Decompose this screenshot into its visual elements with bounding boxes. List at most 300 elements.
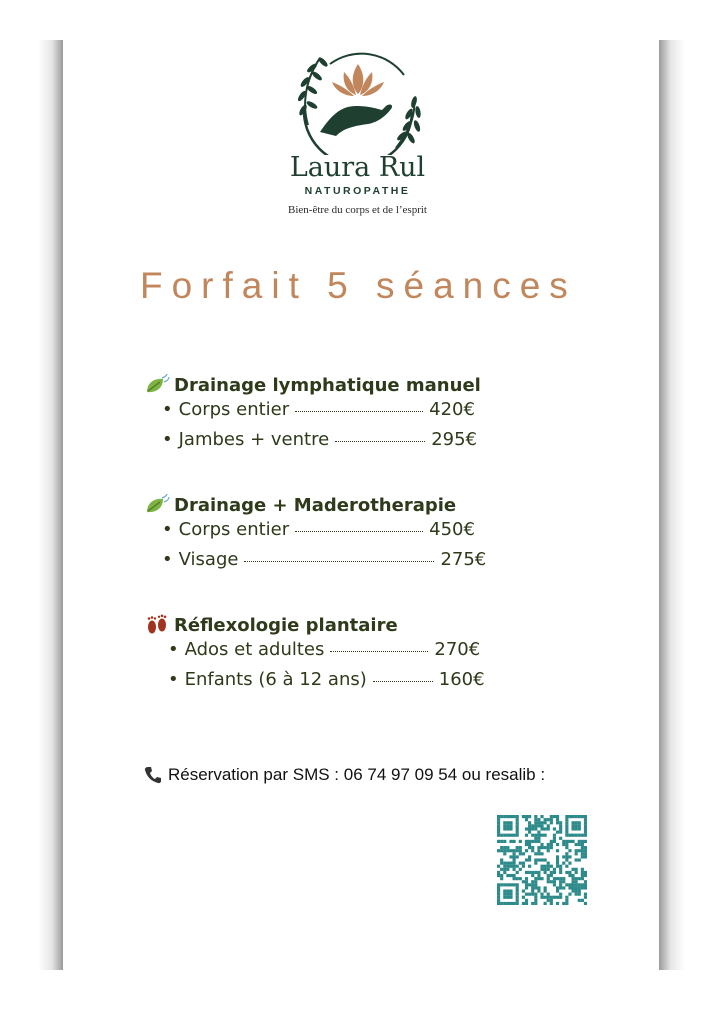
qr-module	[581, 855, 584, 858]
qr-module	[547, 862, 550, 865]
qr-module	[581, 840, 584, 843]
qr-module	[509, 815, 512, 818]
qr-module	[559, 821, 562, 824]
qr-module	[550, 865, 553, 868]
qr-module	[565, 852, 568, 855]
qr-module	[547, 880, 550, 883]
qr-module	[513, 855, 516, 858]
qr-module	[553, 827, 556, 830]
qr-module	[513, 840, 516, 843]
qr-module	[531, 840, 534, 843]
leader-dots	[295, 530, 423, 532]
qr-module	[544, 902, 547, 905]
qr-module	[568, 834, 571, 837]
qr-module	[509, 827, 512, 830]
qr-module	[565, 871, 568, 874]
qr-module	[503, 849, 506, 852]
qr-module	[506, 865, 509, 868]
qr-module	[584, 896, 587, 899]
qr-module	[531, 883, 534, 886]
qr-module	[503, 871, 506, 874]
qr-module	[547, 849, 550, 852]
qr-module	[534, 899, 537, 902]
qr-module	[556, 818, 559, 821]
qr-module	[568, 862, 571, 865]
qr-module	[503, 893, 506, 896]
qr-module	[559, 883, 562, 886]
qr-module	[581, 815, 584, 818]
qr-module	[500, 815, 503, 818]
qr-module	[500, 840, 503, 843]
item-price: 420€	[429, 399, 475, 420]
qr-module	[513, 877, 516, 880]
qr-module	[565, 896, 568, 899]
qr-module	[497, 815, 500, 818]
qr-module	[537, 824, 540, 827]
qr-module	[516, 834, 519, 837]
qr-module	[540, 821, 543, 824]
qr-module	[575, 849, 578, 852]
qr-module	[537, 840, 540, 843]
qr-module	[550, 880, 553, 883]
item-label: Ados et adultes	[184, 639, 325, 660]
qr-module	[562, 902, 565, 905]
qr-module	[559, 827, 562, 830]
qr-module	[575, 824, 578, 827]
qr-module	[575, 858, 578, 861]
qr-module	[556, 877, 559, 880]
qr-module	[568, 886, 571, 889]
list-item: • Corps entier 450€	[162, 519, 475, 540]
qr-module	[506, 846, 509, 849]
qr-module	[584, 883, 587, 886]
qr-module	[506, 889, 509, 892]
qr-module	[519, 868, 522, 871]
qr-module	[565, 902, 568, 905]
list-item: • Corps entier 420€	[162, 399, 475, 420]
qr-module	[565, 824, 568, 827]
qr-module	[531, 834, 534, 837]
item-label: Corps entier	[178, 399, 290, 420]
qr-module	[571, 868, 574, 871]
qr-module	[571, 815, 574, 818]
qr-module	[540, 834, 543, 837]
qr-module	[516, 846, 519, 849]
qr-module	[537, 852, 540, 855]
qr-module	[537, 871, 540, 874]
qr-module	[528, 843, 531, 846]
qr-module	[565, 858, 568, 861]
qr-module	[556, 896, 559, 899]
qr-module	[516, 849, 519, 852]
qr-module	[516, 831, 519, 834]
qr-module	[528, 855, 531, 858]
qr-module	[540, 865, 543, 868]
qr-module	[584, 849, 587, 852]
qr-module	[571, 886, 574, 889]
qr-module	[578, 893, 581, 896]
qr-module	[584, 871, 587, 874]
qr-module	[531, 827, 534, 830]
qr-module	[575, 880, 578, 883]
qr-module	[571, 889, 574, 892]
qr-module	[509, 824, 512, 827]
qr-module	[497, 831, 500, 834]
qr-module	[503, 824, 506, 827]
qr-module	[556, 858, 559, 861]
qr-module	[547, 868, 550, 871]
qr-module	[500, 874, 503, 877]
qr-module	[525, 877, 528, 880]
lotus-hand-logo-icon	[290, 50, 425, 155]
qr-module	[516, 902, 519, 905]
qr-module	[506, 902, 509, 905]
page-title: Forfait 5 séances	[140, 265, 577, 306]
telephone-icon	[144, 766, 162, 784]
qr-module	[584, 852, 587, 855]
qr-module	[509, 862, 512, 865]
qr-module	[534, 834, 537, 837]
qr-module	[571, 821, 574, 824]
qr-module	[503, 852, 506, 855]
qr-module	[581, 877, 584, 880]
qr-module	[522, 815, 525, 818]
qr-module	[522, 889, 525, 892]
qr-module	[565, 834, 568, 837]
qr-module	[497, 902, 500, 905]
qr-module	[550, 840, 553, 843]
qr-module	[519, 862, 522, 865]
qr-module	[519, 849, 522, 852]
qr-module	[509, 855, 512, 858]
qr-module	[516, 886, 519, 889]
qr-module	[528, 840, 531, 843]
qr-code-icon[interactable]	[497, 815, 587, 905]
qr-module	[565, 855, 568, 858]
brand-subtitle: NATUROPATHE	[304, 185, 411, 197]
qr-module	[559, 880, 562, 883]
qr-module	[559, 877, 562, 880]
qr-module	[497, 849, 500, 852]
qr-module	[497, 883, 500, 886]
qr-module	[559, 837, 562, 840]
qr-module	[565, 865, 568, 868]
qr-module	[553, 840, 556, 843]
qr-module	[556, 821, 559, 824]
section-heading-label: Drainage + Maderotherapie	[174, 494, 457, 516]
qr-module	[503, 827, 506, 830]
qr-module	[544, 846, 547, 849]
page-shadow-right	[659, 40, 685, 970]
qr-module	[497, 821, 500, 824]
qr-module	[565, 883, 568, 886]
qr-module	[553, 815, 556, 818]
qr-module	[503, 868, 506, 871]
qr-module	[525, 871, 528, 874]
qr-module	[534, 815, 537, 818]
qr-module	[519, 840, 522, 843]
qr-module	[540, 827, 543, 830]
qr-module	[565, 843, 568, 846]
qr-module	[525, 899, 528, 902]
qr-module	[550, 821, 553, 824]
qr-module	[537, 821, 540, 824]
qr-module	[581, 868, 584, 871]
qr-module	[497, 827, 500, 830]
qr-module	[537, 831, 540, 834]
qr-module	[584, 893, 587, 896]
qr-module	[516, 815, 519, 818]
qr-module	[547, 846, 550, 849]
qr-module	[509, 821, 512, 824]
qr-module	[513, 868, 516, 871]
qr-module	[525, 902, 528, 905]
qr-module	[540, 824, 543, 827]
qr-module	[534, 837, 537, 840]
qr-module	[575, 821, 578, 824]
qr-module	[562, 843, 565, 846]
qr-module	[556, 849, 559, 852]
qr-module	[565, 827, 568, 830]
qr-module	[506, 815, 509, 818]
qr-module	[575, 886, 578, 889]
qr-module	[534, 858, 537, 861]
qr-module	[506, 824, 509, 827]
qr-module	[500, 868, 503, 871]
qr-module	[503, 902, 506, 905]
section-drainage-maderotherapie	[144, 491, 564, 579]
qr-module	[550, 843, 553, 846]
qr-module	[562, 880, 565, 883]
item-label: Enfants (6 à 12 ans)	[184, 669, 367, 690]
qr-module	[513, 874, 516, 877]
qr-module	[578, 821, 581, 824]
qr-module	[497, 886, 500, 889]
qr-module	[525, 815, 528, 818]
qr-module	[584, 886, 587, 889]
qr-module	[525, 880, 528, 883]
qr-module	[528, 871, 531, 874]
qr-module	[516, 827, 519, 830]
qr-module	[571, 883, 574, 886]
qr-module	[581, 886, 584, 889]
qr-module	[528, 858, 531, 861]
qr-module	[528, 824, 531, 827]
qr-module	[537, 849, 540, 852]
qr-module	[519, 877, 522, 880]
qr-module	[516, 818, 519, 821]
qr-module	[568, 849, 571, 852]
qr-module	[547, 899, 550, 902]
qr-module	[547, 896, 550, 899]
qr-module	[516, 877, 519, 880]
brand-tagline: Bien-être du corps et de l’esprit	[288, 204, 427, 216]
qr-module	[509, 840, 512, 843]
qr-module	[553, 877, 556, 880]
qr-module	[568, 815, 571, 818]
leaf-wind-icon	[144, 374, 170, 396]
qr-module	[534, 818, 537, 821]
qr-module	[509, 902, 512, 905]
qr-module	[525, 834, 528, 837]
qr-module	[503, 815, 506, 818]
qr-module	[497, 824, 500, 827]
qr-module	[578, 843, 581, 846]
qr-module	[509, 883, 512, 886]
qr-module	[556, 855, 559, 858]
qr-module	[544, 858, 547, 861]
qr-module	[525, 840, 528, 843]
qr-module	[559, 824, 562, 827]
qr-module	[525, 843, 528, 846]
qr-module	[513, 849, 516, 852]
qr-module	[568, 883, 571, 886]
qr-module	[513, 902, 516, 905]
qr-module	[534, 871, 537, 874]
qr-module	[565, 815, 568, 818]
qr-module	[559, 893, 562, 896]
qr-module	[522, 865, 525, 868]
qr-module	[506, 893, 509, 896]
qr-module	[547, 865, 550, 868]
qr-module	[534, 877, 537, 880]
qr-module	[534, 886, 537, 889]
qr-module	[525, 893, 528, 896]
qr-module	[544, 889, 547, 892]
qr-module	[540, 877, 543, 880]
qr-module	[509, 849, 512, 852]
qr-module	[503, 862, 506, 865]
qr-module	[547, 877, 550, 880]
qr-module	[553, 871, 556, 874]
qr-module	[584, 818, 587, 821]
qr-module	[534, 862, 537, 865]
qr-module	[528, 846, 531, 849]
item-label: Corps entier	[178, 519, 290, 540]
qr-module	[559, 896, 562, 899]
qr-module	[578, 824, 581, 827]
qr-module	[571, 834, 574, 837]
qr-module	[500, 849, 503, 852]
qr-module	[503, 846, 506, 849]
section-heading	[144, 611, 564, 639]
qr-module	[578, 877, 581, 880]
qr-module	[531, 902, 534, 905]
qr-module	[575, 889, 578, 892]
qr-module	[506, 849, 509, 852]
leader-dots	[295, 410, 423, 412]
qr-module	[516, 824, 519, 827]
qr-module	[553, 896, 556, 899]
qr-module	[540, 896, 543, 899]
qr-module	[528, 883, 531, 886]
qr-module	[559, 886, 562, 889]
qr-module	[534, 852, 537, 855]
qr-module	[537, 837, 540, 840]
qr-module	[531, 889, 534, 892]
qr-module	[544, 868, 547, 871]
qr-module	[571, 824, 574, 827]
qr-module	[534, 880, 537, 883]
qr-module	[584, 855, 587, 858]
list-item: • Visage 275€	[162, 549, 487, 570]
qr-module	[578, 889, 581, 892]
qr-module	[556, 831, 559, 834]
qr-module	[584, 831, 587, 834]
footprints-icon	[144, 614, 170, 636]
section-drainage-lymphatique	[144, 371, 564, 459]
qr-module	[513, 834, 516, 837]
qr-module	[506, 874, 509, 877]
qr-module	[584, 827, 587, 830]
qr-module	[531, 886, 534, 889]
leader-dots	[330, 650, 428, 652]
qr-module	[500, 902, 503, 905]
qr-module	[578, 849, 581, 852]
qr-module	[537, 818, 540, 821]
qr-module	[562, 862, 565, 865]
qr-module	[565, 899, 568, 902]
qr-module	[497, 889, 500, 892]
qr-module	[528, 831, 531, 834]
qr-module	[547, 843, 550, 846]
qr-module	[578, 834, 581, 837]
qr-module	[531, 893, 534, 896]
qr-module	[571, 840, 574, 843]
qr-module	[540, 858, 543, 861]
qr-module	[516, 899, 519, 902]
qr-module	[584, 846, 587, 849]
qr-module	[522, 902, 525, 905]
qr-module	[534, 893, 537, 896]
qr-module	[516, 865, 519, 868]
qr-module	[584, 824, 587, 827]
qr-module	[513, 852, 516, 855]
qr-module	[547, 827, 550, 830]
section-reflexologie	[144, 611, 564, 699]
qr-module	[513, 865, 516, 868]
qr-module	[497, 899, 500, 902]
qr-module	[556, 889, 559, 892]
qr-module	[503, 896, 506, 899]
qr-module	[497, 893, 500, 896]
qr-module	[500, 877, 503, 880]
qr-module	[534, 902, 537, 905]
qr-module	[581, 834, 584, 837]
qr-module	[544, 827, 547, 830]
qr-module	[500, 883, 503, 886]
qr-module	[571, 880, 574, 883]
qr-module	[531, 849, 534, 852]
qr-module	[506, 868, 509, 871]
qr-module	[525, 886, 528, 889]
qr-module	[550, 818, 553, 821]
qr-module	[550, 846, 553, 849]
qr-module	[584, 880, 587, 883]
qr-module	[503, 840, 506, 843]
qr-module	[497, 896, 500, 899]
qr-module	[553, 880, 556, 883]
qr-module	[544, 821, 547, 824]
leader-dots	[335, 440, 425, 442]
qr-module	[547, 893, 550, 896]
qr-module	[568, 893, 571, 896]
qr-module	[562, 877, 565, 880]
qr-module	[531, 880, 534, 883]
qr-module	[584, 815, 587, 818]
item-price: 295€	[431, 429, 477, 450]
qr-module	[578, 899, 581, 902]
